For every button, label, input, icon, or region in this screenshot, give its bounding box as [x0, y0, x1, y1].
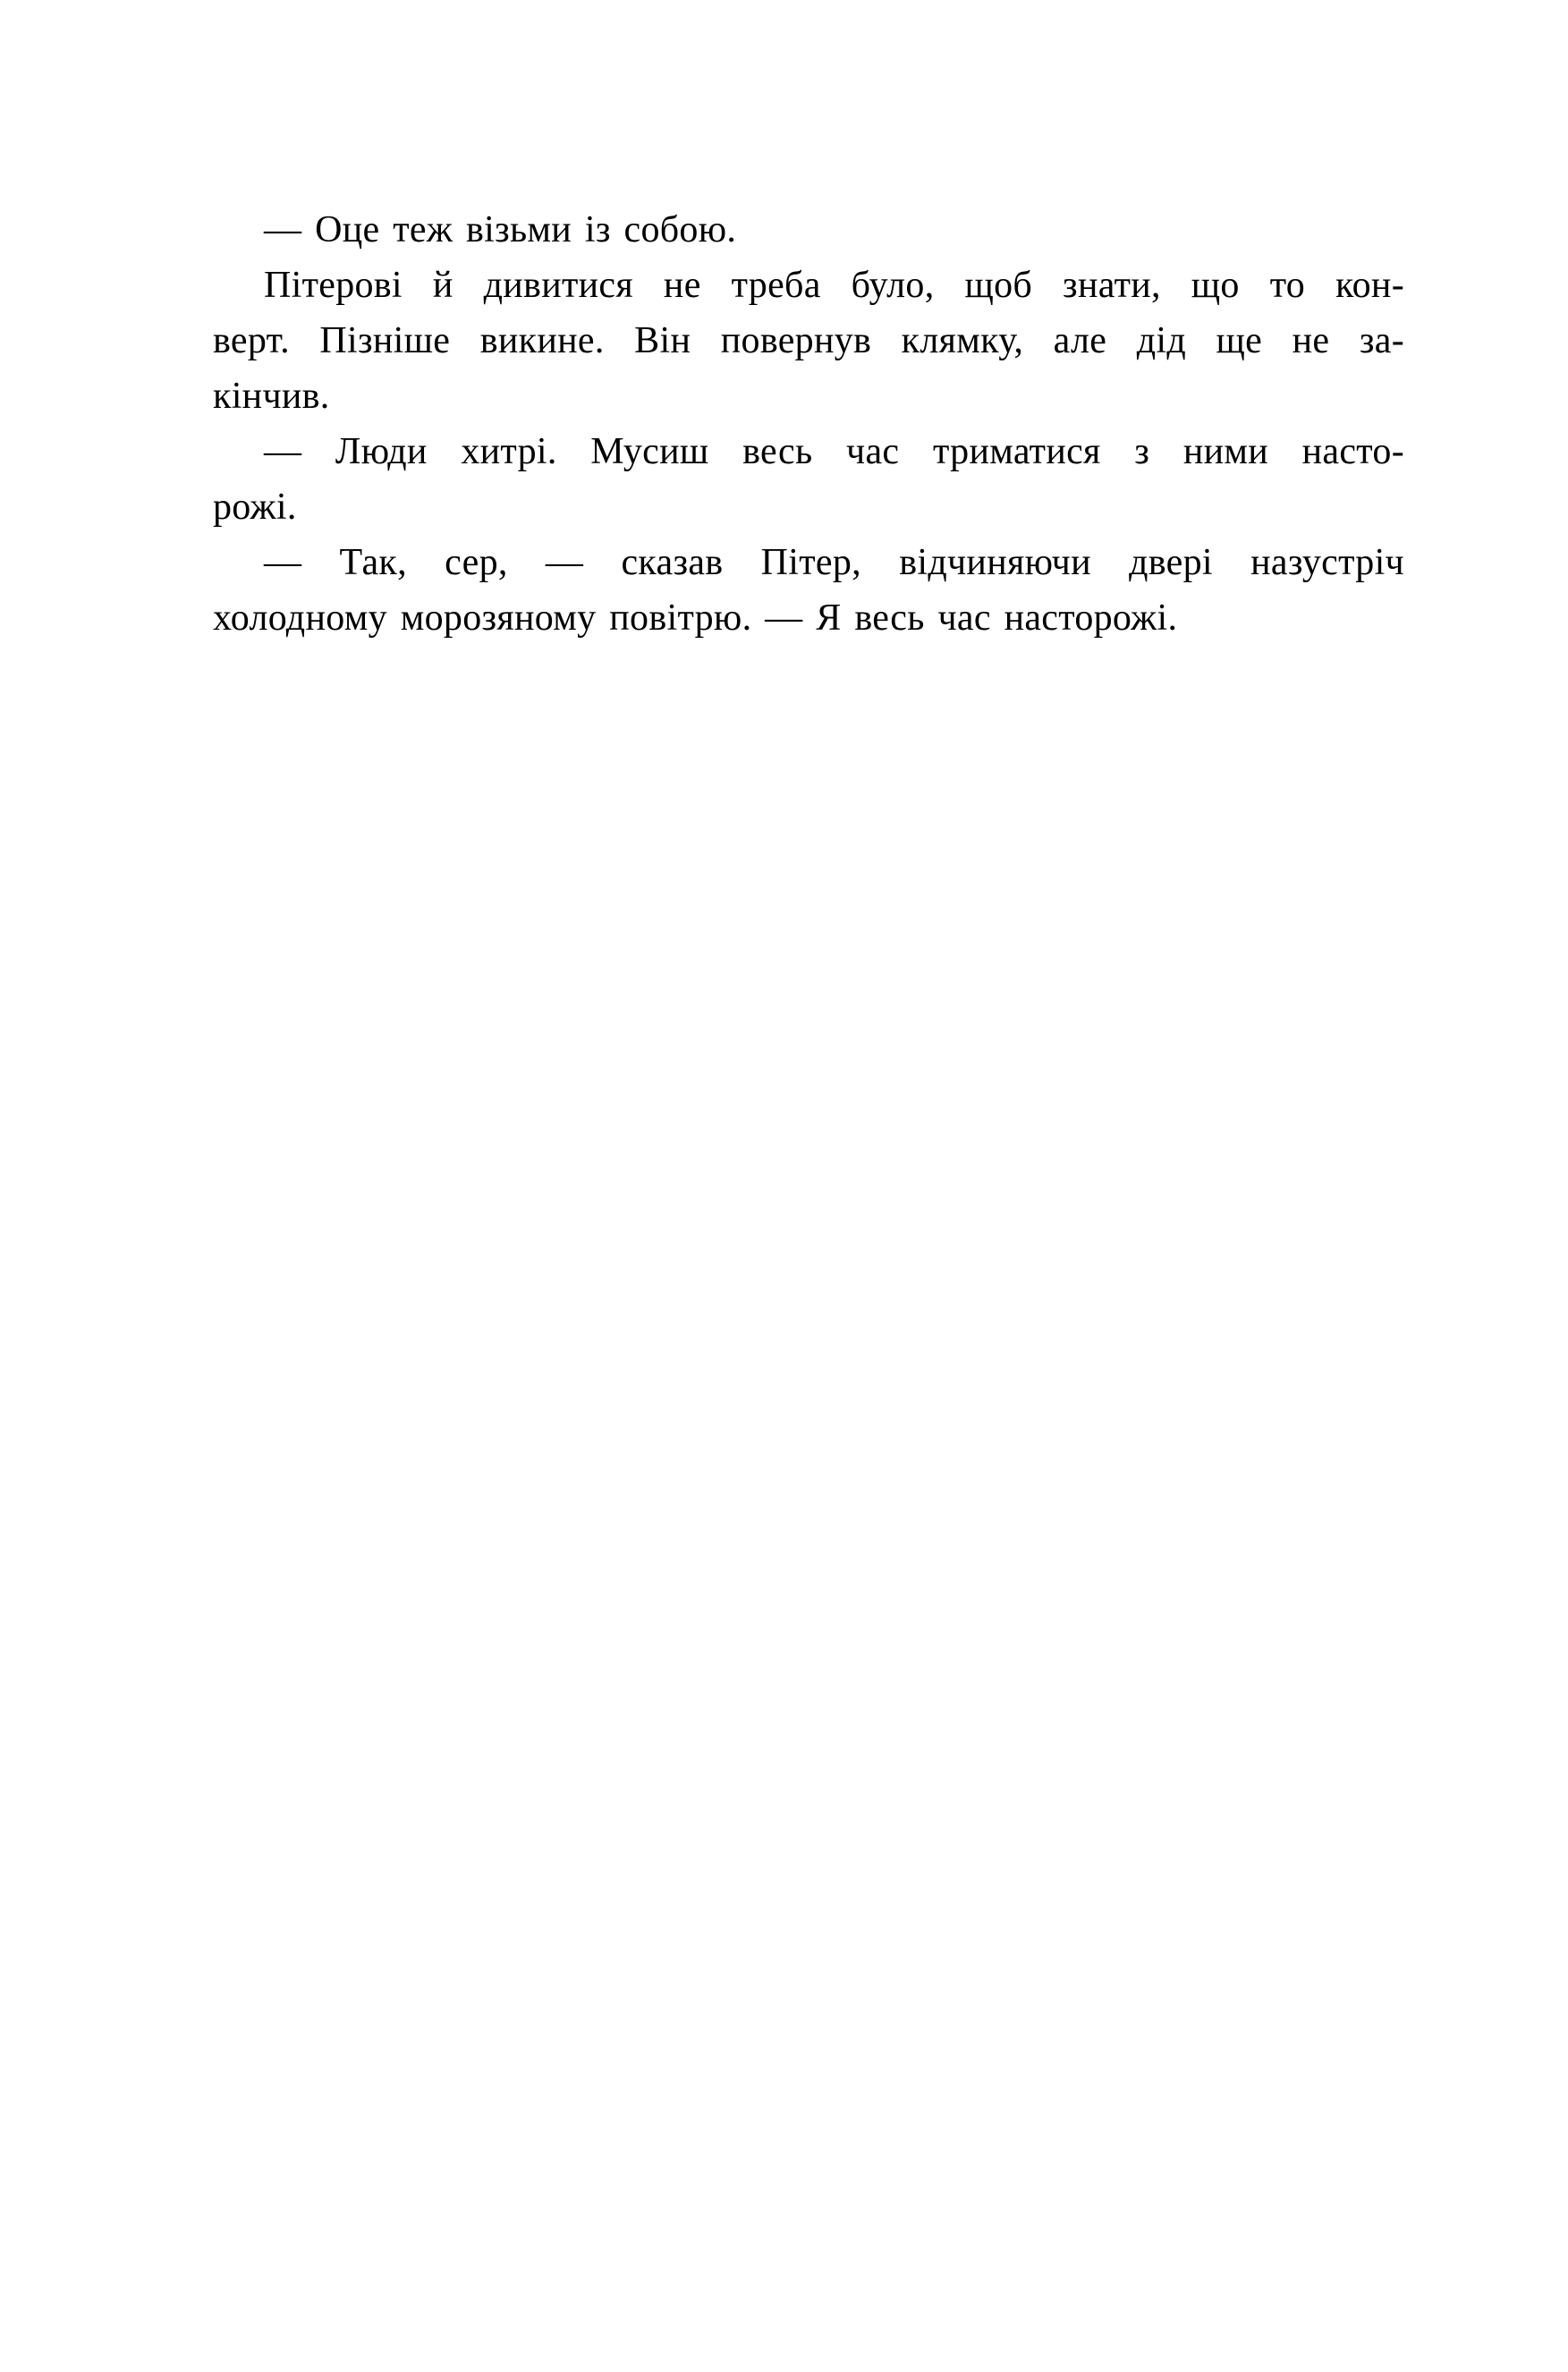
text-line: — Так, сер, — сказав Пітер, відчиняючи двері назустріч	[264, 542, 1404, 583]
paragraph-4	[213, 535, 1404, 646]
paragraph-3	[213, 424, 1404, 535]
text-line: Пітерові й дивитися не треба було, щоб знати, що то кон-	[264, 265, 1404, 306]
text-line: — Оце теж візьми із собою.	[264, 209, 737, 250]
body-text	[213, 202, 1404, 646]
text-line: верт. Пізніше викине. Він повернув клямку, але дід ще не за-	[213, 320, 1404, 361]
text-line: — Люди хитрі. Мусиш весь час триматися з ними насто-	[264, 431, 1404, 472]
text-line: рожі.	[213, 487, 297, 528]
text-line: холодному морозяному повітрю. — Я весь час насторожі.	[213, 597, 1178, 639]
paragraph-1	[213, 202, 1404, 258]
text-line: кінчив.	[213, 376, 330, 417]
paragraph-2	[213, 258, 1404, 424]
